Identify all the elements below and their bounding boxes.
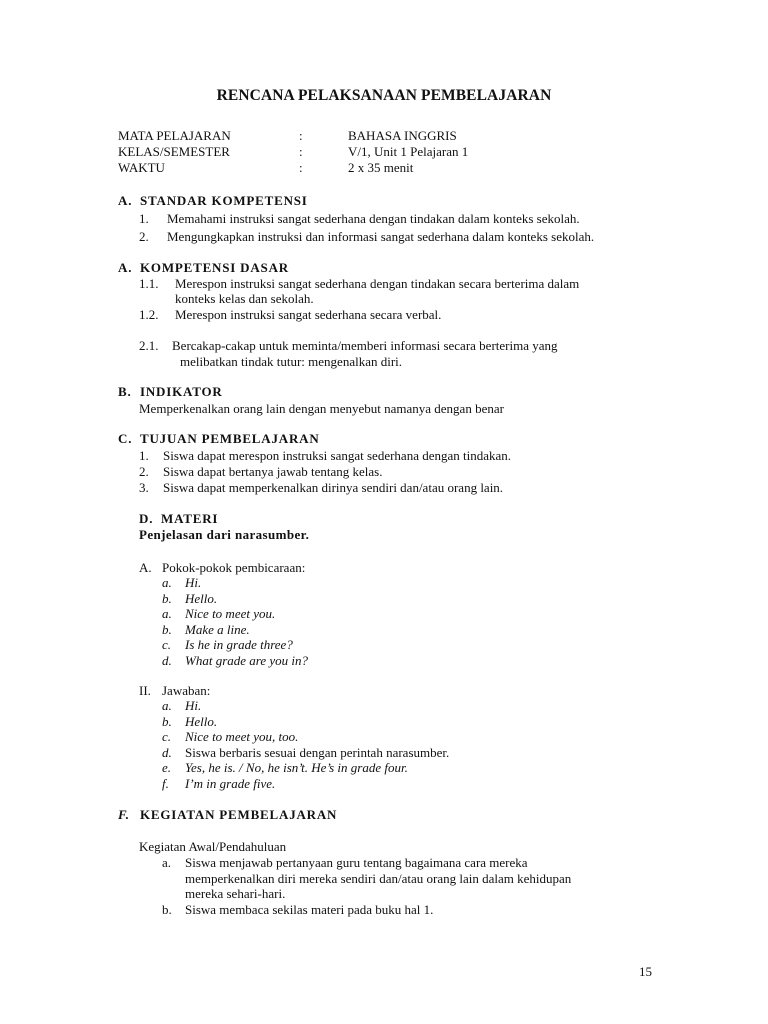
item-text: Siswa membaca sekilas materi pada buku hal 1.: [185, 902, 434, 917]
section-title: KOMPETENSI DASAR: [140, 260, 289, 275]
list-item: [139, 307, 442, 323]
meta-value: V/1, Unit 1 Pelajaran 1: [348, 144, 469, 159]
item-text: Nice to meet you.: [185, 606, 276, 621]
list-item: [162, 606, 276, 622]
item-letter: d.: [162, 745, 172, 760]
item-number: II.: [139, 683, 151, 698]
list-item: [162, 653, 308, 669]
item-text: Siswa menjawab pertanyaan guru tentang bagaimana cara mereka: [185, 855, 528, 870]
item-number: 2.: [139, 229, 149, 244]
list-item: [139, 448, 512, 464]
item-letter: f.: [162, 776, 169, 791]
item-text: Mengungkapkan instruksi dan informasi sangat sederhana dalam konteks sekolah.: [167, 229, 595, 244]
item-text: Make a line.: [185, 622, 250, 637]
section-title: STANDAR KOMPETENSI: [140, 193, 308, 208]
item-text: Jawaban:: [162, 683, 211, 698]
item-text: Pokok-pokok pembicaraan:: [162, 560, 306, 575]
list-item: [162, 637, 293, 653]
item-letter: c.: [162, 729, 172, 744]
item-number: 2.1.: [139, 338, 159, 353]
meta-colon: :: [299, 128, 303, 143]
list-item: [139, 464, 383, 480]
jawaban-heading: [139, 683, 211, 699]
section-title: TUJUAN PEMBELAJARAN: [140, 431, 320, 446]
section-title: INDIKATOR: [140, 384, 223, 399]
list-item: [162, 902, 434, 918]
item-number: 1.2.: [139, 307, 159, 322]
list-item: [162, 714, 218, 730]
section-title: KEGIATAN PEMBELAJARAN: [140, 807, 338, 822]
item-text-continued: konteks kelas dan sekolah.: [175, 291, 314, 306]
item-letter: c.: [162, 637, 172, 652]
item-letter: b.: [162, 591, 172, 606]
item-text: Siswa dapat merespon instruksi sangat sederhana dengan tindakan.: [163, 448, 512, 463]
item-letter: b.: [162, 622, 172, 637]
section-letter: D.: [139, 511, 154, 526]
item-letter: d.: [162, 653, 172, 668]
item-text: Hello.: [185, 591, 218, 606]
item-text: Merespon instruksi sangat sederhana secara verbal.: [175, 307, 442, 322]
kegiatan-subheading: Kegiatan Awal/Pendahuluan: [139, 839, 287, 854]
item-text: Merespon instruksi sangat sederhana dengan tindakan secara berterima dalam: [175, 276, 580, 291]
item-text-continued: mereka sehari-hari.: [185, 886, 286, 901]
list-item: [139, 480, 504, 496]
section-letter: B.: [118, 384, 132, 399]
item-letter: a.: [162, 606, 172, 621]
pokok-heading: [139, 560, 306, 576]
list-item: [162, 729, 299, 745]
item-text: Nice to meet you, too.: [185, 729, 299, 744]
section-title: MATERI: [161, 511, 219, 526]
item-letter: b.: [162, 902, 172, 917]
item-text: Memahami instruksi sangat sederhana dengan tindakan dalam konteks sekolah.: [167, 211, 580, 226]
list-item: [162, 760, 408, 776]
item-number: A.: [139, 560, 152, 575]
item-text-continued: melibatkan tindak tutur: mengenalkan diri.: [180, 354, 403, 369]
meta-label: KELAS/SEMESTER: [118, 144, 230, 159]
item-letter: a.: [162, 575, 172, 590]
item-text: I’m in grade five.: [185, 776, 276, 791]
meta-colon: :: [299, 160, 303, 175]
meta-colon: :: [299, 144, 303, 159]
item-text: Is he in grade three?: [185, 637, 293, 652]
section-heading-kegiatan: [118, 807, 337, 823]
item-text: Hello.: [185, 714, 218, 729]
meta-value: 2 x 35 menit: [348, 160, 414, 175]
item-number: 1.1.: [139, 276, 159, 291]
item-text: Yes, he is. / No, he isn’t. He’s in grade four.: [185, 760, 408, 775]
meta-label: WAKTU: [118, 160, 165, 175]
item-text: Siswa dapat memperkenalkan dirinya sendiri dan/atau orang lain.: [163, 480, 504, 495]
meta-label: MATA PELAJARAN: [118, 128, 231, 143]
document-title: RENCANA PELAKSANAAN PEMBELAJARAN: [216, 87, 552, 104]
item-number: 3.: [139, 480, 149, 495]
item-letter: a.: [162, 855, 172, 870]
list-item: [162, 698, 202, 714]
indikator-text: Memperkenalkan orang lain dengan menyebut namanya dengan benar: [139, 401, 504, 416]
section-letter: F.: [118, 807, 130, 822]
list-item: [162, 855, 528, 871]
item-text: Siswa berbaris sesuai dengan perintah narasumber.: [185, 745, 450, 760]
section-heading-standar: [118, 193, 308, 209]
list-item: [162, 776, 276, 792]
item-letter: b.: [162, 714, 172, 729]
list-item: [139, 338, 558, 354]
section-letter: A.: [118, 193, 133, 208]
section-heading-tujuan: [118, 431, 320, 447]
item-number: 2.: [139, 464, 149, 479]
list-item: [162, 591, 218, 607]
meta-value: BAHASA INGGRIS: [348, 128, 457, 143]
item-letter: e.: [162, 760, 172, 775]
item-number: 1.: [139, 448, 149, 463]
section-letter: C.: [118, 431, 133, 446]
list-item: [139, 276, 580, 292]
materi-subheading: Penjelasan dari narasumber.: [139, 527, 310, 542]
item-text: Siswa dapat bertanya jawab tentang kelas.: [163, 464, 383, 479]
list-item: [139, 211, 580, 227]
item-text: Bercakap-cakap untuk meminta/memberi informasi secara berterima yang: [172, 338, 558, 353]
section-heading-materi: [139, 511, 218, 527]
item-text: Hi.: [185, 575, 202, 590]
section-heading-kompetensi: [118, 260, 289, 276]
section-heading-indikator: [118, 384, 223, 400]
list-item: [139, 229, 595, 245]
list-item: [162, 622, 250, 638]
list-item: [162, 745, 450, 761]
list-item: [162, 575, 202, 591]
item-text-continued: memperkenalkan diri mereka sendiri dan/atau orang lain dalam kehidupan: [185, 871, 572, 886]
page-number: 15: [639, 964, 652, 979]
item-text: What grade are you in?: [185, 653, 308, 668]
item-text: Hi.: [185, 698, 202, 713]
item-letter: a.: [162, 698, 172, 713]
item-number: 1.: [139, 211, 149, 226]
section-letter: A.: [118, 260, 133, 275]
